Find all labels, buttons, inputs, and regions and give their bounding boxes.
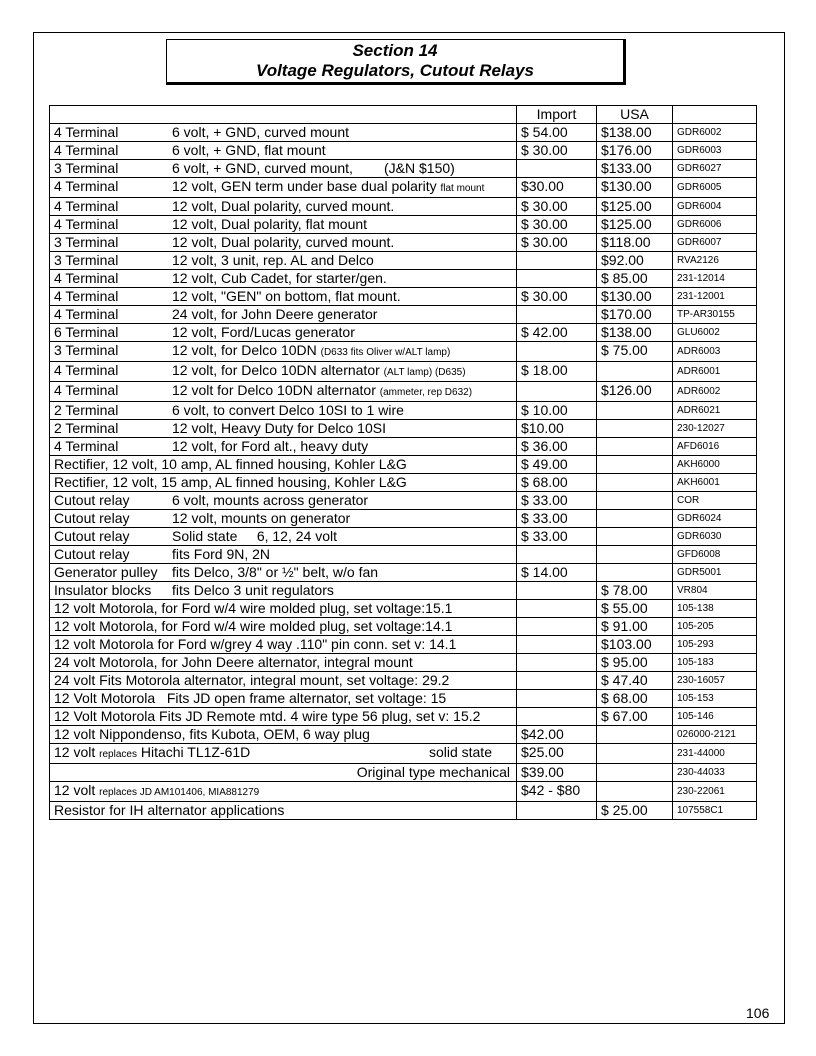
row-terminal: 4 Terminal — [54, 382, 119, 398]
row-desc-text: 6 volt, mounts across generator — [172, 492, 369, 508]
row-part-number: TP-AR30155 — [673, 306, 757, 324]
row-usa-price: $92.00 — [597, 252, 673, 270]
table-row — [50, 492, 757, 510]
row-usa-price — [597, 546, 673, 564]
row-note: replaces — [99, 749, 137, 760]
row-terminal: 3 Terminal — [54, 160, 119, 176]
table-row — [50, 600, 757, 618]
table-row — [50, 782, 757, 802]
row-description — [50, 456, 517, 474]
table-row — [50, 654, 757, 672]
row-desc-right: solid state — [428, 744, 492, 760]
row-part-number: 105-293 — [673, 636, 757, 654]
row-usa-price — [597, 402, 673, 420]
row-description — [50, 528, 517, 546]
table-row — [50, 456, 757, 474]
row-desc-text: 12 volt, for Ford alt., heavy duty — [172, 438, 369, 454]
table-row — [50, 510, 757, 528]
row-usa-price: $ 47.40 — [597, 672, 673, 690]
row-part-number: AKH6001 — [673, 474, 757, 492]
section-title: Voltage Regulators, Cutout Relays — [255, 61, 535, 80]
row-description — [50, 492, 517, 510]
row-terminal: 4 Terminal — [54, 198, 119, 214]
row-desc-text: 12 volt, GEN term under base dual polarity — [172, 178, 437, 194]
row-desc-text: 12 volt Motorola for Ford w/grey 4 way .110" pin conn. set v: 14.1 — [54, 636, 457, 652]
row-desc-text: 12 volt, mounts on generator — [172, 510, 351, 526]
row-part-number: AKH6000 — [673, 456, 757, 474]
row-usa-price: $138.00 — [597, 124, 673, 142]
row-part-number: GDR6002 — [673, 124, 757, 142]
row-description — [50, 142, 517, 160]
table-row — [50, 764, 757, 782]
row-import-price — [517, 252, 597, 270]
row-part-number: GDR6006 — [673, 216, 757, 234]
row-description — [50, 708, 517, 726]
row-part-number: COR — [673, 492, 757, 510]
row-part-number: GLU6002 — [673, 324, 757, 342]
row-description — [50, 270, 517, 288]
table-row — [50, 474, 757, 492]
table-row — [50, 690, 757, 708]
row-usa-price: $ 55.00 — [597, 600, 673, 618]
row-import-price: $39.00 — [517, 764, 597, 782]
row-part-number: 230-12027 — [673, 420, 757, 438]
row-usa-price: $118.00 — [597, 234, 673, 252]
header-import: Import — [517, 106, 597, 124]
table-row — [50, 564, 757, 582]
row-terminal: 4 Terminal — [54, 362, 119, 378]
row-desc-text: 12 volt for Delco 10DN alternator — [172, 382, 376, 398]
table-row — [50, 582, 757, 600]
row-desc-text: fits Ford 9N, 2N — [172, 546, 271, 562]
row-description — [50, 342, 517, 362]
row-description — [50, 382, 517, 402]
table-row — [50, 142, 757, 160]
row-desc-text: 12 volt, Ford/Lucas generator — [172, 324, 355, 340]
row-description — [50, 618, 517, 636]
row-import-price — [517, 160, 597, 178]
table-row — [50, 726, 757, 744]
header-usa: USA — [597, 106, 673, 124]
row-terminal: Cutout relay — [54, 546, 130, 562]
row-terminal: 2 Terminal — [54, 420, 119, 436]
row-part-number: RVA2126 — [673, 252, 757, 270]
section-title-box — [166, 39, 626, 85]
row-import-price: $ 18.00 — [517, 362, 597, 382]
row-description — [50, 306, 517, 324]
row-terminal: 2 Terminal — [54, 402, 119, 418]
row-desc-text: 12 Volt Motorola Fits JD open frame alternator, set voltage: 15 — [54, 690, 447, 706]
row-desc-text: 12 volt, Dual polarity, flat mount — [172, 216, 368, 232]
row-terminal: 3 Terminal — [54, 234, 119, 250]
row-usa-price: $125.00 — [597, 216, 673, 234]
row-usa-price — [597, 362, 673, 382]
row-part-number: GDR6003 — [673, 142, 757, 160]
row-part-number: 105-205 — [673, 618, 757, 636]
row-description — [50, 582, 517, 600]
row-import-price: $ 54.00 — [517, 124, 597, 142]
table-row — [50, 382, 757, 402]
row-desc-right: Original type mechanical — [356, 764, 510, 780]
row-part-number: GDR6005 — [673, 178, 757, 198]
row-desc-text: 12 volt, Cub Cadet, for starter/gen. — [172, 270, 387, 286]
row-description — [50, 178, 517, 198]
row-import-price: $25.00 — [517, 744, 597, 764]
row-part-number: ADR6021 — [673, 402, 757, 420]
table-row — [50, 546, 757, 564]
row-part-number: GDR6027 — [673, 160, 757, 178]
row-desc-text: 12 volt — [54, 744, 96, 760]
row-terminal: Cutout relay — [54, 528, 130, 544]
row-part-number: 105-153 — [673, 690, 757, 708]
row-desc-text: 24 volt Motorola, for John Deere alternator, integral mount — [54, 654, 413, 670]
row-part-number: 230-16057 — [673, 672, 757, 690]
row-desc-text: fits Delco, 3/8" or ½" belt, w/o fan — [172, 564, 379, 580]
row-terminal: 4 Terminal — [54, 270, 119, 286]
table-header-row — [50, 106, 757, 124]
table-row — [50, 124, 757, 142]
table-row — [50, 288, 757, 306]
row-terminal: 3 Terminal — [54, 342, 119, 358]
row-usa-price: $ 67.00 — [597, 708, 673, 726]
row-import-price: $ 49.00 — [517, 456, 597, 474]
page-number: 106 — [746, 1005, 770, 1021]
row-description — [50, 420, 517, 438]
table-row — [50, 234, 757, 252]
table-row — [50, 270, 757, 288]
table-row — [50, 216, 757, 234]
row-description — [50, 510, 517, 528]
row-terminal: Cutout relay — [54, 510, 130, 526]
row-description — [50, 690, 517, 708]
row-usa-price — [597, 564, 673, 582]
row-import-price — [517, 690, 597, 708]
row-part-number: 105-183 — [673, 654, 757, 672]
row-desc-text: 24 volt, for John Deere generator — [172, 306, 378, 322]
row-import-price: $10.00 — [517, 420, 597, 438]
row-usa-price — [597, 420, 673, 438]
row-import-price — [517, 546, 597, 564]
row-terminal: 4 Terminal — [54, 306, 119, 322]
row-desc-text: Solid state 6, 12, 24 volt — [172, 528, 337, 544]
table-row — [50, 802, 757, 820]
row-description — [50, 600, 517, 618]
row-part-number: VR804 — [673, 582, 757, 600]
table-row — [50, 362, 757, 382]
row-usa-price — [597, 528, 673, 546]
row-import-price: $ 36.00 — [517, 438, 597, 456]
row-part-number: ADR6001 — [673, 362, 757, 382]
row-usa-price: $ 95.00 — [597, 654, 673, 672]
row-part-number: AFD6016 — [673, 438, 757, 456]
row-desc-text: 12 volt, Heavy Duty for Delco 10SI — [172, 420, 386, 436]
row-description — [50, 234, 517, 252]
row-usa-price — [597, 510, 673, 528]
row-import-price: $ 30.00 — [517, 234, 597, 252]
row-desc-text: 12 Volt Motorola Fits JD Remote mtd. 4 wire type 56 plug, set v: 15.2 — [54, 708, 481, 724]
row-terminal: 4 Terminal — [54, 178, 119, 194]
row-usa-price: $ 85.00 — [597, 270, 673, 288]
row-import-price: $ 68.00 — [517, 474, 597, 492]
table-row — [50, 198, 757, 216]
section-number: Section 14 — [352, 41, 438, 60]
row-description — [50, 198, 517, 216]
row-import-price: $ 30.00 — [517, 198, 597, 216]
row-part-number: 105-138 — [673, 600, 757, 618]
row-usa-price: $130.00 — [597, 288, 673, 306]
row-import-price: $ 30.00 — [517, 288, 597, 306]
row-import-price: $ 33.00 — [517, 492, 597, 510]
row-import-price — [517, 654, 597, 672]
row-usa-price: $ 75.00 — [597, 342, 673, 362]
row-desc-text: 6 volt, + GND, flat mount — [172, 142, 326, 158]
row-desc-text: fits Delco 3 unit regulators — [172, 582, 334, 598]
table-row — [50, 178, 757, 198]
row-description — [50, 802, 517, 820]
row-usa-price: $176.00 — [597, 142, 673, 160]
row-description — [50, 288, 517, 306]
table-row — [50, 618, 757, 636]
row-usa-price: $130.00 — [597, 178, 673, 198]
row-description — [50, 636, 517, 654]
row-note: flat mount — [440, 183, 485, 194]
table-row — [50, 672, 757, 690]
row-description — [50, 160, 517, 178]
row-part-number: 026000-2121 — [673, 726, 757, 744]
table-row — [50, 306, 757, 324]
table-row — [50, 252, 757, 270]
row-description — [50, 564, 517, 582]
row-note: (D633 fits Oliver w/ALT lamp) — [320, 347, 451, 358]
row-desc-text: 6 volt, + GND, curved mount, (J&N $150) — [172, 160, 455, 176]
row-import-price — [517, 802, 597, 820]
row-description — [50, 726, 517, 744]
row-usa-price: $126.00 — [597, 382, 673, 402]
row-desc-text: 12 volt Motorola, for Ford w/4 wire molded plug, set voltage:15.1 — [54, 600, 453, 616]
row-description — [50, 124, 517, 142]
row-desc-text: 12 volt, Dual polarity, curved mount. — [172, 234, 395, 250]
row-terminal: 4 Terminal — [54, 124, 119, 140]
row-part-number: GDR6024 — [673, 510, 757, 528]
row-note: replaces JD AM101406, MIA881279 — [99, 787, 260, 798]
row-usa-price — [597, 456, 673, 474]
row-import-price — [517, 582, 597, 600]
row-desc-text: 12 volt, Dual polarity, curved mount. — [172, 198, 395, 214]
row-usa-price — [597, 744, 673, 764]
row-desc-text: 12 volt — [54, 782, 96, 798]
row-part-number: 231-44000 — [673, 744, 757, 764]
row-import-price: $ 14.00 — [517, 564, 597, 582]
row-desc-text: 12 volt, "GEN" on bottom, flat mount. — [172, 288, 401, 304]
row-description — [50, 654, 517, 672]
row-description — [50, 546, 517, 564]
row-usa-price — [597, 782, 673, 802]
row-usa-price — [597, 438, 673, 456]
row-desc-text: 12 volt, 3 unit, rep. AL and Delco — [172, 252, 374, 268]
row-import-price: $ 33.00 — [517, 528, 597, 546]
row-import-price — [517, 270, 597, 288]
row-usa-price — [597, 474, 673, 492]
row-import-price: $ 30.00 — [517, 216, 597, 234]
row-part-number: GDR6004 — [673, 198, 757, 216]
row-desc-secondary: Hitachi TL1Z-61D — [140, 744, 251, 760]
row-terminal: 4 Terminal — [54, 438, 119, 454]
row-description — [50, 438, 517, 456]
row-desc-text: 24 volt Fits Motorola alternator, integral mount, set voltage: 29.2 — [54, 672, 450, 688]
row-description — [50, 252, 517, 270]
table-row — [50, 708, 757, 726]
row-usa-price: $ 68.00 — [597, 690, 673, 708]
table-row — [50, 402, 757, 420]
row-description — [50, 216, 517, 234]
row-description — [50, 324, 517, 342]
table-row — [50, 528, 757, 546]
row-import-price — [517, 342, 597, 362]
row-import-price: $30.00 — [517, 178, 597, 198]
row-import-price — [517, 600, 597, 618]
row-usa-price: $ 78.00 — [597, 582, 673, 600]
row-part-number: 105-146 — [673, 708, 757, 726]
row-description — [50, 672, 517, 690]
row-terminal: 4 Terminal — [54, 288, 119, 304]
row-description — [50, 764, 517, 782]
table-row — [50, 744, 757, 764]
row-part-number: 230-44033 — [673, 764, 757, 782]
row-part-number: 231-12001 — [673, 288, 757, 306]
table-row — [50, 342, 757, 362]
row-terminal: 3 Terminal — [54, 252, 119, 268]
row-desc-text: Rectifier, 12 volt, 15 amp, AL finned housing, Kohler L&G — [54, 474, 407, 490]
table-row — [50, 636, 757, 654]
row-part-number: 107558C1 — [673, 802, 757, 820]
row-desc-text: 12 volt Motorola, for Ford w/4 wire molded plug, set voltage:14.1 — [54, 618, 453, 634]
row-usa-price: $133.00 — [597, 160, 673, 178]
row-usa-price: $ 91.00 — [597, 618, 673, 636]
row-usa-price: $170.00 — [597, 306, 673, 324]
row-import-price — [517, 306, 597, 324]
row-import-price — [517, 636, 597, 654]
row-usa-price: $103.00 — [597, 636, 673, 654]
row-usa-price — [597, 726, 673, 744]
row-usa-price: $125.00 — [597, 198, 673, 216]
row-desc-text: Resistor for IH alternator applications — [54, 802, 285, 818]
row-terminal: 4 Terminal — [54, 216, 119, 232]
row-description — [50, 474, 517, 492]
row-import-price — [517, 618, 597, 636]
row-import-price: $42 - $80 — [517, 782, 597, 802]
row-import-price — [517, 382, 597, 402]
row-usa-price: $138.00 — [597, 324, 673, 342]
row-part-number: GDR5001 — [673, 564, 757, 582]
row-part-number: 230-22061 — [673, 782, 757, 802]
row-part-number: 231-12014 — [673, 270, 757, 288]
row-description — [50, 782, 517, 802]
header-part — [673, 106, 757, 124]
row-description — [50, 402, 517, 420]
row-terminal: Cutout relay — [54, 492, 130, 508]
row-terminal: Insulator blocks — [54, 582, 152, 598]
table-row — [50, 160, 757, 178]
row-desc-text: 12 volt, for Delco 10DN — [172, 342, 317, 358]
table-row — [50, 420, 757, 438]
row-terminal: 4 Terminal — [54, 142, 119, 158]
row-desc-text: 12 volt Nippondenso, fits Kubota, OEM, 6 way plug — [54, 726, 370, 742]
row-import-price — [517, 672, 597, 690]
row-terminal: Generator pulley — [54, 564, 158, 580]
row-import-price — [517, 708, 597, 726]
row-import-price: $ 30.00 — [517, 142, 597, 160]
row-part-number: GFD6008 — [673, 546, 757, 564]
header-description — [50, 106, 517, 124]
row-usa-price — [597, 764, 673, 782]
row-import-price: $ 42.00 — [517, 324, 597, 342]
row-import-price: $ 10.00 — [517, 402, 597, 420]
row-description — [50, 362, 517, 382]
table-row — [50, 324, 757, 342]
row-desc-text: 6 volt, to convert Delco 10SI to 1 wire — [172, 402, 404, 418]
row-usa-price: $ 25.00 — [597, 802, 673, 820]
row-desc-text: Rectifier, 12 volt, 10 amp, AL finned housing, Kohler L&G — [54, 456, 407, 472]
row-usa-price — [597, 492, 673, 510]
row-desc-text: 6 volt, + GND, curved mount — [172, 124, 350, 140]
table-row — [50, 438, 757, 456]
row-terminal: 6 Terminal — [54, 324, 119, 340]
row-note: (ammeter, rep D632) — [379, 387, 473, 398]
parts-price-table — [49, 105, 757, 820]
row-note: (ALT lamp) (D635) — [383, 367, 466, 378]
row-import-price: $42.00 — [517, 726, 597, 744]
row-part-number: ADR6003 — [673, 342, 757, 362]
row-part-number: GDR6007 — [673, 234, 757, 252]
row-part-number: ADR6002 — [673, 382, 757, 402]
row-desc-text: 12 volt, for Delco 10DN alternator — [172, 362, 380, 378]
row-description — [50, 744, 517, 764]
row-import-price: $ 33.00 — [517, 510, 597, 528]
row-part-number: GDR6030 — [673, 528, 757, 546]
